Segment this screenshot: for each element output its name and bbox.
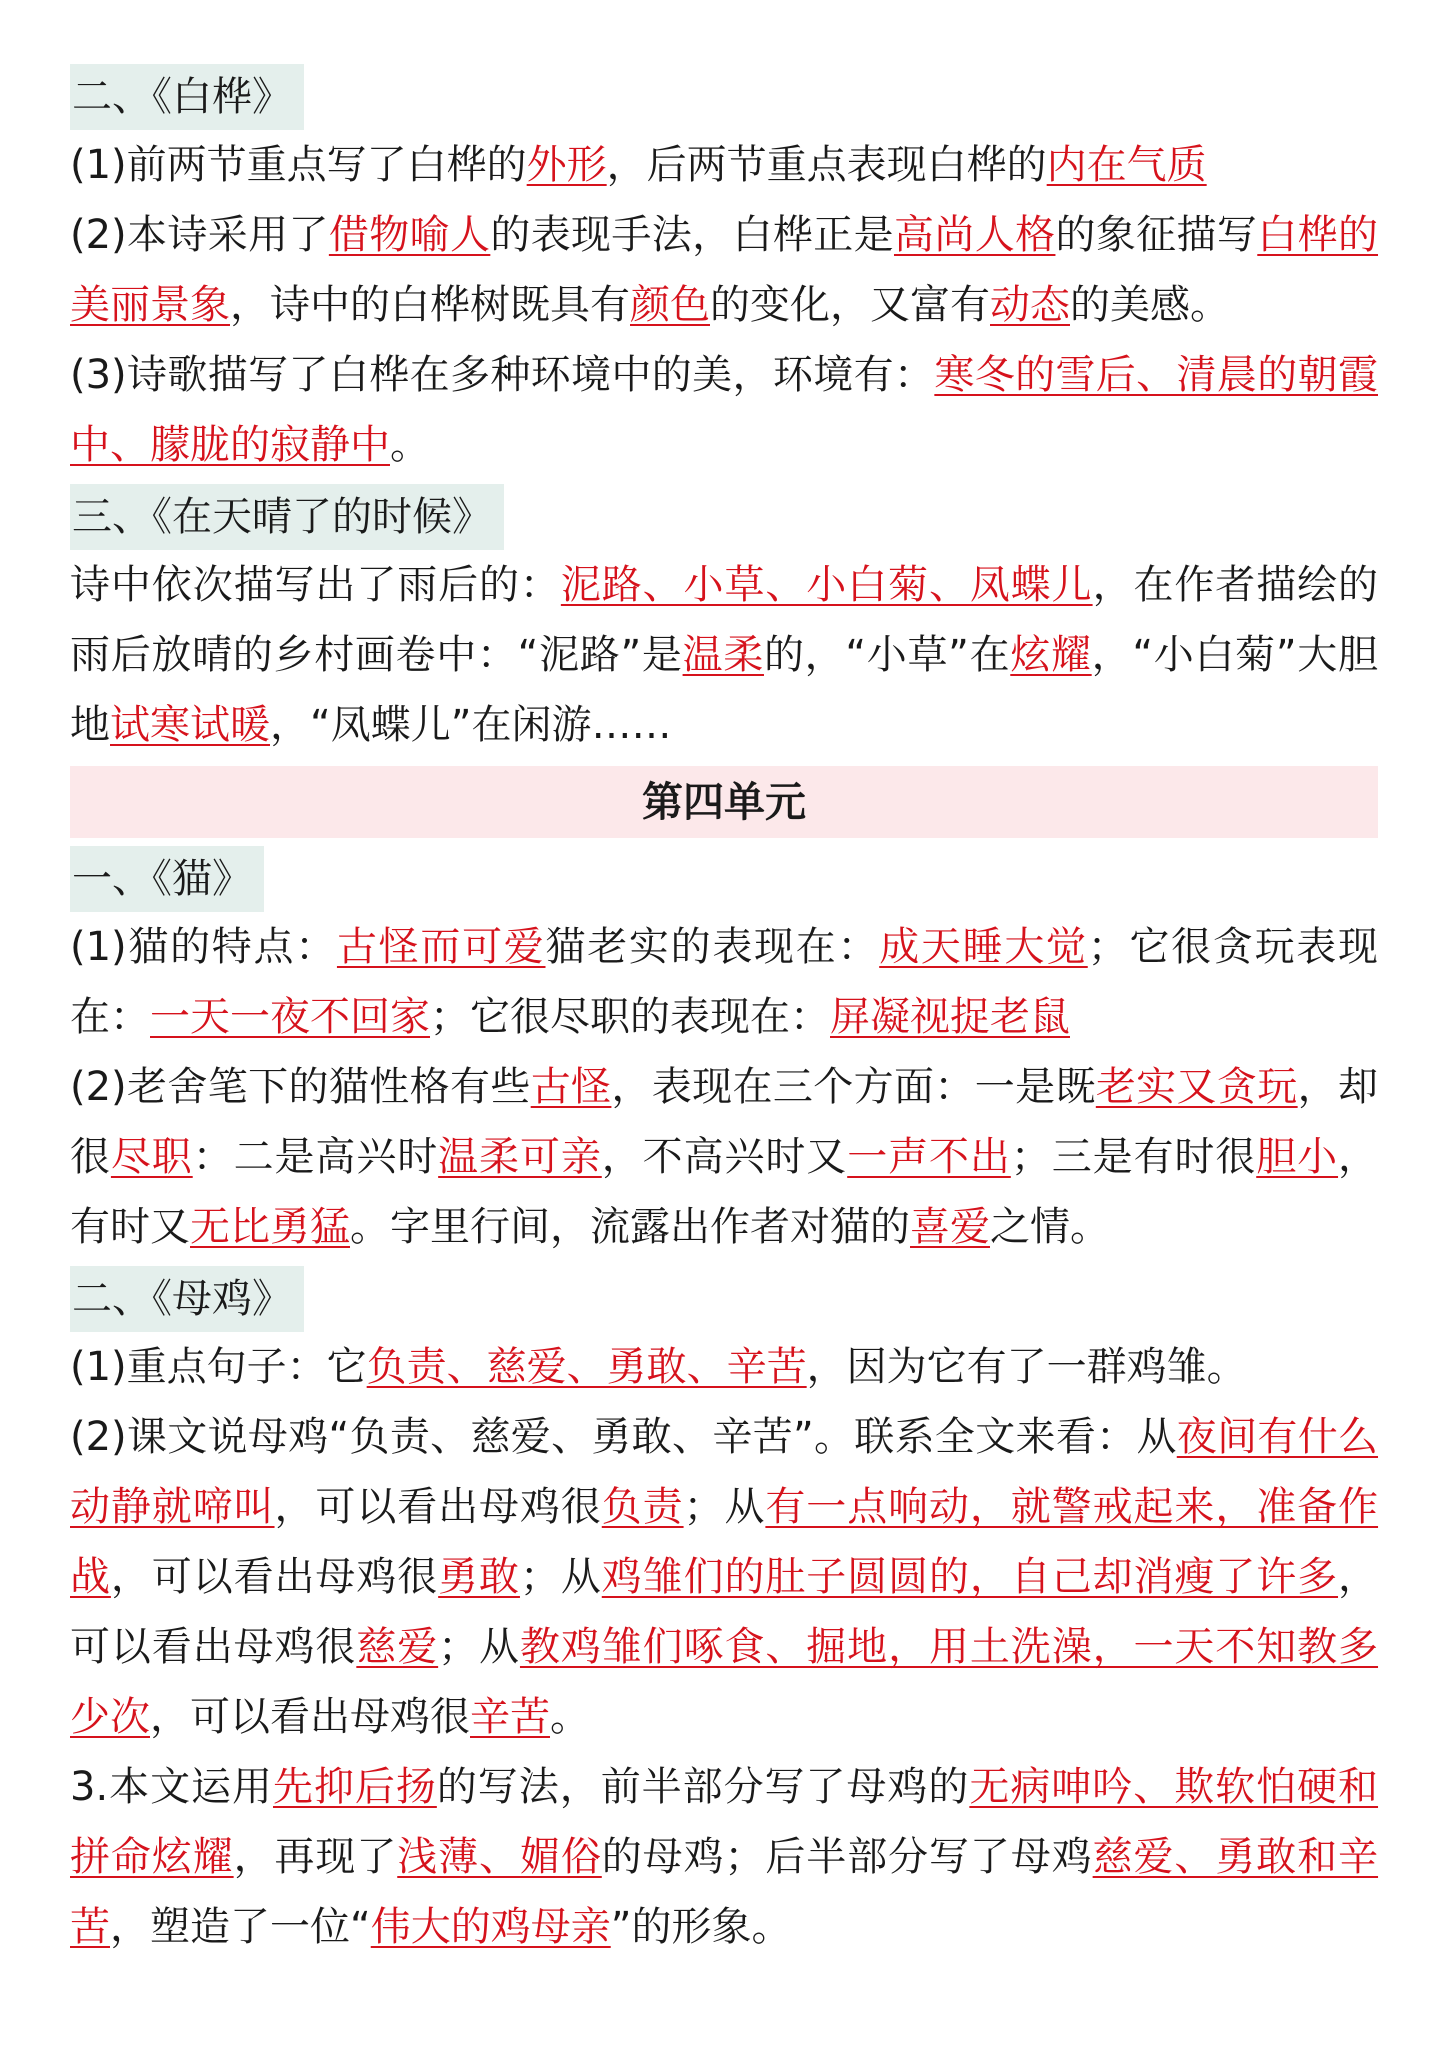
- highlighted-answer: 高尚人格: [893, 212, 1056, 258]
- highlighted-answer: 尽职: [110, 1134, 193, 1180]
- text-segment: ，有时又: [70, 1134, 1379, 1250]
- highlighted-answer: 古怪而可爱: [336, 924, 546, 970]
- text-segment: ，后两节重点表现白桦的: [606, 142, 1047, 188]
- paragraph: [70, 1052, 1378, 1262]
- highlighted-answer: 泥路、小草、小白菊、凤蝶儿: [560, 562, 1093, 608]
- highlighted-answer: 夜间有什么动静就啼叫: [70, 1414, 1379, 1530]
- text-segment: 。: [390, 422, 430, 468]
- unit-title: 第四单元: [70, 766, 1378, 838]
- text-segment: ，可以看出母鸡很: [110, 1554, 439, 1600]
- highlighted-answer: 老实又贪玩: [1095, 1064, 1298, 1110]
- highlighted-answer: 伟大的鸡母亲: [370, 1904, 611, 1950]
- paragraph: [70, 340, 1378, 480]
- paragraph: [70, 130, 1378, 200]
- text-segment: ，却很: [70, 1064, 1379, 1180]
- highlighted-answer: 有一点响动，就警戒起来，准备作战: [70, 1484, 1379, 1600]
- text-segment: ，可以看出母鸡很: [274, 1484, 602, 1530]
- highlighted-answer: 试寒试暖: [110, 702, 270, 748]
- text-segment: 。: [550, 1694, 590, 1740]
- text-segment: ，塑造了一位“: [110, 1904, 371, 1950]
- text-segment: ，“凤蝶儿”在闲游……: [270, 702, 672, 748]
- highlighted-answer: 浅薄、媚俗: [397, 1834, 602, 1880]
- section-heading: 三、《在天晴了的时候》: [70, 484, 504, 550]
- text-segment: ；三是有时很: [1010, 1134, 1257, 1180]
- highlighted-answer: 一声不出: [847, 1134, 1011, 1180]
- text-segment: (1)前两节重点写了白桦的: [70, 142, 527, 188]
- text-segment: ；它很尽职的表现在：: [430, 994, 830, 1040]
- paragraph: [70, 200, 1378, 340]
- section-heading-wrap: [70, 842, 1378, 912]
- highlighted-answer: 勇敢: [438, 1554, 520, 1600]
- highlighted-answer: 负责: [601, 1484, 684, 1530]
- text-segment: 的表现手法，白桦正是: [490, 212, 894, 258]
- paragraph: [70, 550, 1378, 760]
- section-heading: 一、《猫》: [70, 846, 264, 912]
- highlighted-answer: 辛苦: [470, 1694, 550, 1740]
- section-heading: 二、《母鸡》: [70, 1266, 304, 1332]
- highlighted-answer: 屏凝视捉老鼠: [830, 994, 1070, 1040]
- paragraph: [70, 1752, 1378, 1962]
- text-segment: (2)本诗采用了: [70, 212, 329, 258]
- highlighted-answer: 胆小: [1256, 1134, 1339, 1180]
- text-segment: 猫老实的表现在：: [545, 924, 880, 970]
- highlighted-answer: 炫耀: [1010, 632, 1092, 678]
- section-heading-wrap: [70, 480, 1378, 550]
- highlighted-answer: 无比勇猛: [190, 1204, 350, 1250]
- highlighted-answer: 颜色: [630, 282, 710, 328]
- text-segment: 的母鸡；后半部分写了母鸡: [601, 1834, 1093, 1880]
- text-segment: 的，“小草”在: [763, 632, 1011, 678]
- text-segment: ，可以看出母鸡很: [150, 1694, 470, 1740]
- text-segment: ：二是高兴时: [192, 1134, 439, 1180]
- text-segment: ”的形象。: [610, 1904, 792, 1950]
- highlighted-answer: 外形: [526, 142, 607, 188]
- text-segment: ；从: [683, 1484, 766, 1530]
- text-segment: 。字里行间，流露出作者对猫的: [350, 1204, 910, 1250]
- text-segment: 3.本文运用: [70, 1764, 273, 1810]
- text-segment: ，因为它有了一群鸡雏。: [806, 1344, 1247, 1390]
- text-segment: ，诗中的白桦树既具有: [230, 282, 630, 328]
- highlighted-answer: 白桦的美丽景象: [70, 212, 1379, 328]
- text-segment: ，可以看出母鸡很: [70, 1554, 1379, 1670]
- highlighted-answer: 古怪: [530, 1064, 612, 1110]
- highlighted-answer: 借物喻人: [328, 212, 491, 258]
- text-segment: 的美感。: [1070, 282, 1230, 328]
- highlighted-answer: 温柔: [682, 632, 764, 678]
- paragraph: [70, 1332, 1378, 1402]
- paragraph: [70, 912, 1378, 1052]
- highlighted-answer: 负责、慈爱、勇敢、辛苦: [366, 1344, 807, 1390]
- text-segment: ，再现了: [233, 1834, 398, 1880]
- paragraph: [70, 1402, 1378, 1752]
- highlighted-answer: 成天睡大觉: [879, 924, 1088, 970]
- text-segment: 的写法，前半部分写了母鸡的: [436, 1764, 970, 1810]
- text-segment: ；从: [438, 1624, 520, 1670]
- highlighted-answer: 动态: [990, 282, 1070, 328]
- text-segment: ，“小白菊”大胆地: [70, 632, 1378, 748]
- text-segment: ，不高兴时又: [601, 1134, 848, 1180]
- text-segment: ，表现在三个方面：一是既: [611, 1064, 1096, 1110]
- text-segment: 诗中依次描写出了雨后的：: [70, 562, 561, 608]
- highlighted-answer: 慈爱、勇敢和辛苦: [70, 1834, 1379, 1950]
- highlighted-answer: 先抑后扬: [272, 1764, 437, 1810]
- text-segment: ；它很贪玩表现在：: [70, 924, 1379, 1040]
- highlighted-answer: 喜爱: [910, 1204, 990, 1250]
- text-segment: (3)诗歌描写了白桦在多种环境中的美，环境有：: [70, 352, 935, 398]
- highlighted-answer: 慈爱: [356, 1624, 439, 1670]
- text-segment: (2)老舍笔下的猫性格有些: [70, 1064, 531, 1110]
- text-segment: (1)重点句子：它: [70, 1344, 367, 1390]
- highlighted-answer: 寒冬的雪后、清晨的朝霞中、朦胧的寂静中: [70, 352, 1378, 468]
- highlighted-answer: 教鸡雏们啄食、掘地，用土洗澡，一天不知教多少次: [70, 1624, 1379, 1740]
- highlighted-answer: 无病呻吟、欺软怕硬和拼命炫耀: [70, 1764, 1379, 1880]
- highlighted-answer: 温柔可亲: [438, 1134, 602, 1180]
- text-segment: (1)猫的特点：: [70, 924, 337, 970]
- section-heading: 二、《白桦》: [70, 64, 304, 130]
- text-segment: 之情。: [990, 1204, 1110, 1250]
- text-segment: 的象征描写: [1055, 212, 1258, 258]
- section-heading-wrap: [70, 1262, 1378, 1332]
- highlighted-answer: 一天一夜不回家: [150, 994, 430, 1040]
- text-segment: ，在作者描绘的雨后放晴的乡村画卷中：“泥路”是: [70, 562, 1379, 678]
- section-heading-wrap: [70, 60, 1378, 130]
- text-segment: ；从: [519, 1554, 602, 1600]
- highlighted-answer: 鸡雏们的肚子圆圆的，自己却消瘦了许多: [601, 1554, 1339, 1600]
- text-segment: 的变化，又富有: [710, 282, 990, 328]
- text-segment: (2)课文说母鸡“负责、慈爱、勇敢、辛苦”。联系全文来看：从: [70, 1414, 1177, 1460]
- document-page: [70, 60, 1378, 1962]
- highlighted-answer: 内在气质: [1046, 142, 1207, 188]
